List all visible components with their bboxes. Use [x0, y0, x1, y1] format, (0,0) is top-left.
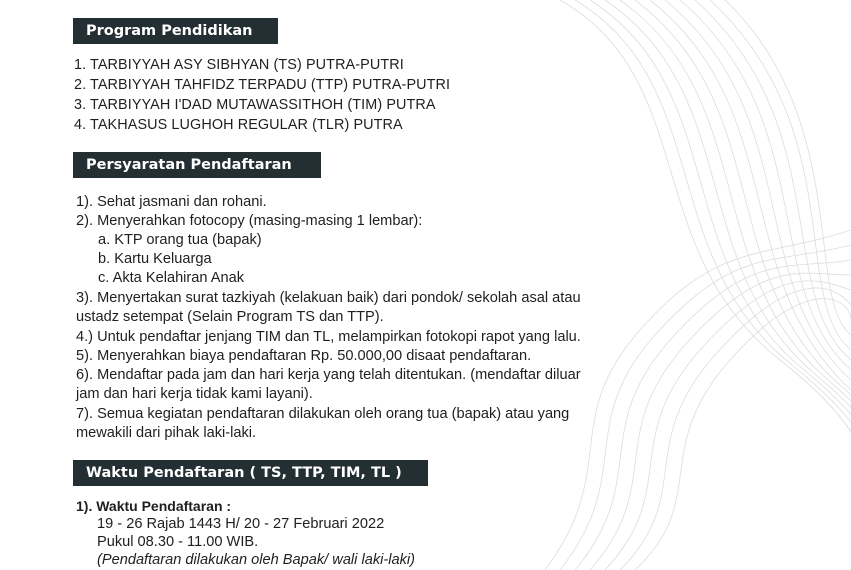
- program-item-2: 2. TARBIYYAH TAHFIDZ TERPADU (TTP) PUTRA-PUTRI: [74, 77, 451, 93]
- program-pendidikan-header: Program Pendidikan: [73, 18, 278, 44]
- requirement-line-5: 5). Menyerahkan biaya pendaftaran Rp. 50.000,00 disaat pendaftaran.: [76, 348, 532, 364]
- program-item-4: 4. TAKHASUS LUGHOH REGULAR (TLR) PUTRA: [74, 117, 403, 133]
- requirement-subitem-c: c. Akta Kelahiran Anak: [98, 270, 245, 286]
- requirement-line-2: 2). Menyerahkan fotocopy (masing-masing 1 lembar):: [76, 213, 423, 229]
- requirement-line-6: 6). Mendaftar pada jam dan hari kerja yang telah ditentukan. (mendaftar diluar: [76, 367, 581, 383]
- waktu-pendaftaran-header: Waktu Pendaftaran ( TS, TTP, TIM, TL ): [73, 460, 428, 486]
- requirement-line-4: 4.) Untuk pendaftar jenjang TIM dan TL, melampirkan fotokopi rapot yang lalu.: [76, 329, 581, 345]
- requirement-line-6-cont: jam dan hari kerja tidak kami layani).: [76, 386, 313, 402]
- requirement-line-3: 3). Menyertakan surat tazkiyah (kelakuan baik) dari pondok/ sekolah asal atau: [76, 290, 581, 306]
- requirement-line-7: 7). Semua kegiatan pendaftaran dilakukan oleh orang tua (bapak) atau yang: [76, 406, 570, 422]
- program-item-1: 1. TARBIYYAH ASY SIBHYAN (TS) PUTRA-PUTRI: [74, 57, 404, 73]
- waktu-note: (Pendaftaran dilakukan oleh Bapak/ wali laki-laki): [97, 552, 415, 568]
- requirement-line-7-cont: mewakili dari pihak laki-laki.: [76, 425, 257, 441]
- requirement-subitem-b: b. Kartu Keluarga: [98, 251, 212, 267]
- requirement-line-1: 1). Sehat jasmani dan rohani.: [76, 194, 267, 210]
- program-item-3: 3. TARBIYYAH I'DAD MUTAWASSITHOH (TIM) PUTRA: [74, 97, 436, 113]
- requirement-line-3-cont: ustadz setempat (Selain Program TS dan TTP).: [76, 309, 384, 325]
- waktu-item-label: 1). Waktu Pendaftaran :: [76, 498, 232, 514]
- requirement-subitem-a: a. KTP orang tua (bapak): [98, 232, 262, 248]
- waktu-date: 19 - 26 Rajab 1443 H/ 20 - 27 Februari 2022: [97, 516, 385, 532]
- persyaratan-pendaftaran-header: Persyaratan Pendaftaran: [73, 152, 321, 178]
- waktu-time: Pukul 08.30 - 11.00 WIB.: [97, 534, 259, 550]
